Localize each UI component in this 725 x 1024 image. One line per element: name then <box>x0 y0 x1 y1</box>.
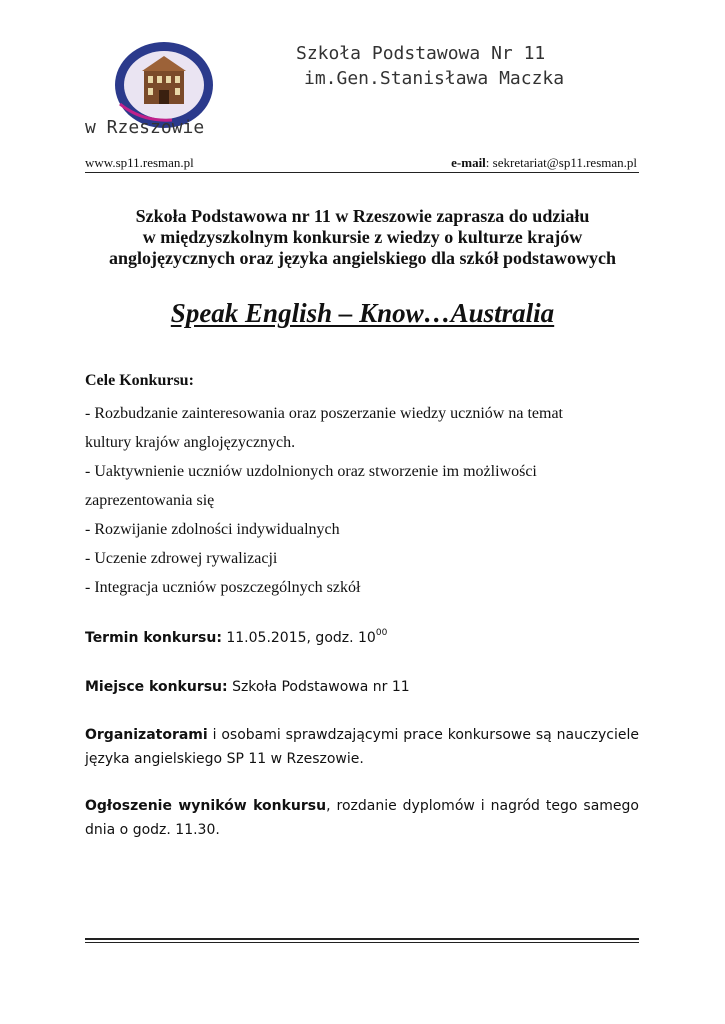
school-name: Szkoła Podstawowa Nr 11 <box>296 43 546 64</box>
footer-divider-thin <box>85 942 639 943</box>
invitation-text <box>60 206 665 269</box>
contest-time-minutes: 00 <box>375 628 388 638</box>
contest-date-value: 11.05.2015, godz. 10 <box>221 630 376 646</box>
results-text: , rozdanie dyplomów i nagród tego samego dnia o godz. 11.30. <box>85 798 639 838</box>
organizers-label: Organizatorami <box>85 727 208 743</box>
list-item: zaprezentowania się <box>85 492 215 509</box>
contest-place-value: Szkoła Podstawowa nr 11 <box>227 679 410 695</box>
list-item: - Uaktywnienie uczniów uzdolnionych oraz stworzenie im możliwości <box>85 463 537 480</box>
contest-place <box>85 675 639 699</box>
invitation-line: Szkoła Podstawowa nr 11 w Rzeszowie zaprasza do udziału <box>135 206 590 226</box>
results-paragraph <box>85 794 639 842</box>
list-item: - Rozwijanie zdolności indywidualnych <box>85 521 340 538</box>
contest-place-label: Miejsce konkursu: <box>85 679 228 695</box>
email-label: e-mail <box>451 155 486 170</box>
invitation-line: w międzyszkolnym konkursie z wiedzy o kulturze krajów <box>142 227 583 247</box>
header-divider <box>85 172 639 173</box>
contest-title: Speak English – Know…Australia <box>170 298 555 328</box>
goals-list <box>85 399 645 602</box>
contest-date <box>85 626 639 650</box>
organizers-text: i osobami sprawdzającymi prace konkursowe są nauczyciele języka angielskiego SP 11 w Rzeszowie. <box>85 727 639 767</box>
list-item: - Uczenie zdrowej rywalizacji <box>85 550 278 567</box>
list-item: kultury krajów anglojęzycznych. <box>85 434 296 451</box>
school-city: w Rzeszowie <box>85 117 205 138</box>
contest-date-label: Termin konkursu: <box>85 630 222 646</box>
goals-heading: Cele Konkursu: <box>85 372 194 389</box>
website-link[interactable]: www.sp11.resman.pl <box>85 155 194 170</box>
school-patron: im.Gen.Stanisława Maczka <box>304 68 565 89</box>
results-label: Ogłoszenie wyników konkursu <box>85 798 327 814</box>
email-info[interactable] <box>451 155 637 171</box>
list-item: - Rozbudzanie zainteresowania oraz poszerzanie wiedzy uczniów na temat <box>85 405 563 422</box>
invitation-line: anglojęzycznych oraz języka angielskiego dla szkół podstawowych <box>109 248 616 268</box>
footer-divider <box>85 938 639 940</box>
email-address: : sekretariat@sp11.resman.pl <box>485 155 637 170</box>
list-item: - Integracja uczniów poszczególnych szkół <box>85 579 361 596</box>
organizers-paragraph <box>85 723 639 771</box>
